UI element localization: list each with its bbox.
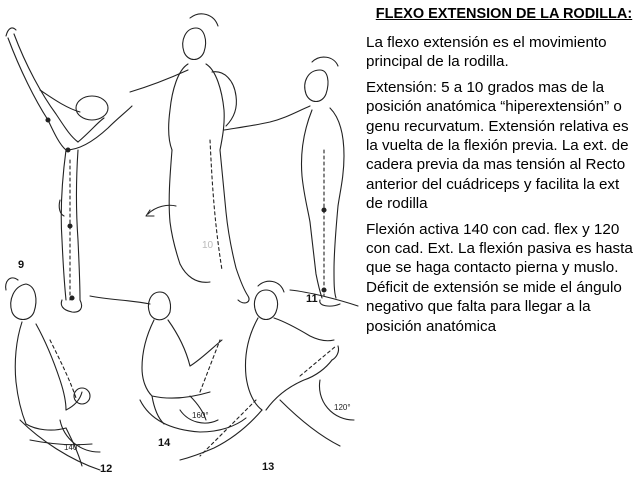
figure-label-14: 14 xyxy=(158,437,171,449)
figure-label-13: 13 xyxy=(262,461,275,473)
angle-label-120: 120° xyxy=(334,403,351,412)
figure-label-10: 10 xyxy=(202,240,214,251)
figure-label-11: 11 xyxy=(306,293,318,305)
figure-label-9: 9 xyxy=(18,259,25,271)
angle-label-160: 160° xyxy=(192,411,209,420)
angle-label-140: 140° xyxy=(64,443,81,452)
text-column xyxy=(366,6,634,342)
figure-12-sitting-flexion xyxy=(6,278,100,470)
figure-13-lunge xyxy=(180,281,354,460)
figure-11-hyperextension xyxy=(224,57,358,306)
figure-label-12: 12 xyxy=(100,463,113,475)
figure-14-seated-stretch xyxy=(90,292,246,432)
paragraph-extension: Extensión: 5 a 10 grados mas de la posición anatómica “hiperextensión” o genu recurvatum. Extensión relativa es la vuelta de la flexión previa. La ext. de cadera previa da mas tensión al Recto anterior del cuádriceps y facilita la ext de rodilla xyxy=(366,78,629,213)
slide-title: FLEXO EXTENSION DE LA RODILLA: xyxy=(375,6,633,22)
paragraph-flexion: Flexión activa 140 con cad. flex y 120 con cad. Ext. La flexión pasiva es hasta que se haga contacto pierna y muslo. Déficit de extensión se mide el ángulo negativo que falta para llegar a la posición anatómica xyxy=(366,220,633,335)
figure-10-standing-walking xyxy=(130,14,249,303)
paragraph-intro: La flexo extensión es el movimiento principal de la rodilla. xyxy=(366,34,607,71)
figure-9-leg-raised xyxy=(6,28,132,312)
